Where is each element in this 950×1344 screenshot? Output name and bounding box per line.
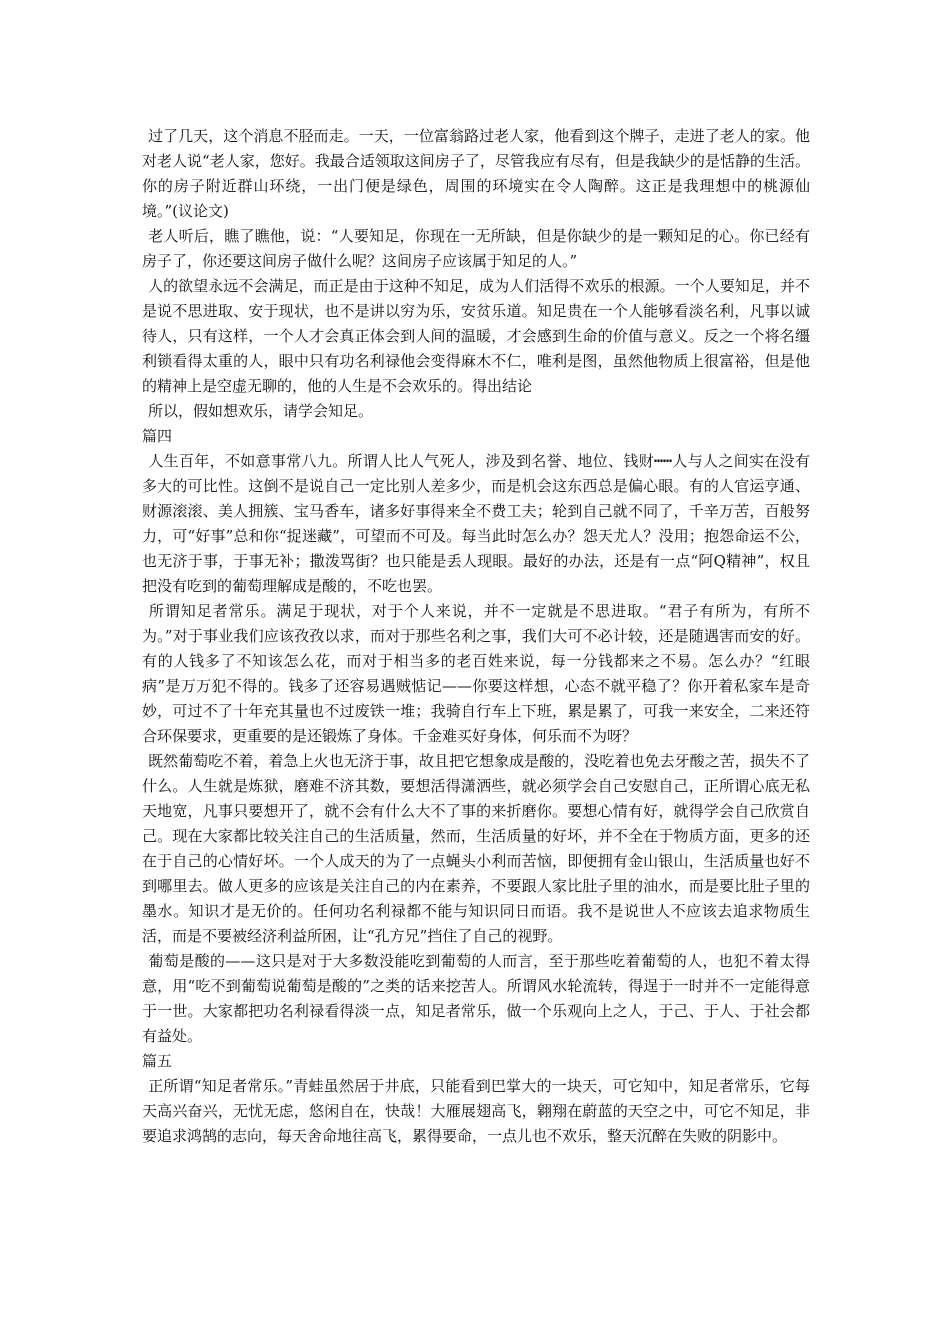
section-heading-text: 篇五 — [142, 1052, 173, 1070]
paragraph — [142, 124, 810, 224]
paragraph-text: 所以，假如想欢乐，请学会知足。 — [148, 402, 374, 420]
paragraph-text: 既然葡萄吃不着，着急上火也无济于事，故且把它想象成是酸的，没吃着也免去牙酸之苦，损失不了什么。人生就是炼狱，磨难不济其数，要想活得潇洒些，就必须学会自己安慰自己，正所谓心底无私天地宽，凡事只要想开了，就不会有什么大不了事的来折磨你。要想心情有好，就得学会自己欣赏自己。现在大家都比较关注自己的生活质量，然而，生活质量的好坏，并不全在于物质方面，更多的还在于自己的心情好坏。一个人成天的为了一点蝇头小利而苦恼，即便拥有金山银山，生活质量也好不到哪里去。做人更多的应该是关注自己的内在素养，不要跟人家比肚子里的油水，而是要比肚子里的墨水。知识才是无价的。任何功名利禄都不能与知识同日而语。我不是说世人不应该去追求物质生活，而是不要被经济利益所困，让“孔方兄”挡住了自己的视野。 — [142, 752, 810, 945]
paragraph-text: 人生百年，不如意事常八九。所谓人比人气死人，涉及到名誉、地位、钱财┅┅人与人之间实在没有多大的可比性。这倒不是说自己一定比别人差多少，而是机会这东西总是偏心眼。有的人官运亨通、财源滚滚、美人拥簇、宝马香车，诸多好事得来全不费工夫；轮到自己就不同了，千辛万苦，百般努力，可“好事”总和你“捉迷藏”，可望而不可及。每当此时怎么办？怨天尤人？没用；抱怨命运不公，也无济于事，于事无补；撒泼骂街？也只能是丢人现眼。最好的办法，还是有一点“阿Q精神”，权且把没有吃到的葡萄理解成是酸的，不吃也罢。 — [142, 452, 810, 595]
paragraph — [142, 399, 810, 424]
paragraph-text: 人的欲望永远不会满足，而正是由于这种不知足，成为人们活得不欢乐的根源。一个人要知足，并不是说不思进取、安于现状，也不是讲以穷为乐，安贫乐道。知足贵在一个人能够看淡名利，凡事以诚待人，只有这样，一个人才会真正体会到人间的温暖，才会感到生命的价值与意义。反之一个将名缰利锁看得太重的人，眼中只有功名利禄他会变得麻木不仁，唯利是图，虽然他物质上很富裕，但是他的精神上是空虚无聊的，他的人生是不会欢乐的。得出结论 — [142, 277, 810, 395]
paragraph-text: 所谓知足者常乐。满足于现状，对于个人来说，并不一定就是不思进取。“君子有所为，有所不为。”对于事业我们应该孜孜以求，而对于那些名利之事，我们大可不必计较，还是随遇害而安的好。有的人钱多了不知该怎么花，而对于相当多的老百姓来说，每一分钱都来之不易。怎么办？“红眼病”是万万犯不得的。钱多了还容易遇贼惦记——你要这样想，心态不就平稳了？你开着私家车是奇妙，可过不了十年充其量也不过废铁一堆；我骑自行车上下班，累是累了，可我一来安全，二来还符合环保要求，更重要的是还锻炼了身体。千金难买好身体，何乐而不为呀？ — [142, 602, 810, 745]
section-heading — [142, 1049, 810, 1074]
paragraph-text: 正所谓“知足者常乐。”青蛙虽然居于井底，只能看到巴掌大的一块天，可它知中，知足者常乐，它每天高兴奋兴，无忧无虑，悠闲自在，快哉！大雁展翅高飞，翱翔在蔚蓝的天空之中，可它不知足，非要追求鸿鹄的志向，每天舍命地往高飞，累得要命，一点儿也不欢乐，整天沉醉在失败的阴影中。 — [142, 1077, 810, 1145]
paragraph-text: 葡萄是酸的——这只是对于大多数没能吃到葡萄的人而言，至于那些吃着葡萄的人，也犯不着太得意，用“吃不到葡萄说葡萄是酸的”之类的话来挖苦人。所谓风水轮流转，得逞于一时并不一定能得意于一世。大家都把功名利禄看得淡一点，知足者常乐，做一个乐观向上之人，于己、于人、于社会都有益处。 — [142, 952, 810, 1045]
paragraph-text: 老人听后，瞧了瞧他，说：“人要知足，你现在一无所缺，但是你缺少的是一颗知足的心。你已经有房子了，你还要这间房子做什么呢？这间房子应该属于知足的人。” — [142, 227, 810, 270]
paragraph — [142, 274, 810, 399]
paragraph — [142, 599, 810, 749]
document-body — [142, 124, 810, 1149]
paragraph — [142, 224, 810, 274]
paragraph — [142, 949, 810, 1049]
section-heading-text: 篇四 — [142, 427, 173, 445]
paragraph — [142, 449, 810, 599]
section-heading — [142, 424, 810, 449]
paragraph-text: 过了几天，这个消息不胫而走。一天，一位富翁路过老人家，他看到这个牌子，走进了老人的家。他对老人说“老人家，您好。我最合适领取这间房子了，尽管我应有尽有，但是我缺少的是恬静的生活。你的房子附近群山环绕，一出门便是绿色，周围的环境实在令人陶醉。这正是我理想中的桃源仙境。”(议论文) — [142, 127, 810, 220]
paragraph — [142, 1074, 810, 1149]
paragraph — [142, 749, 810, 949]
